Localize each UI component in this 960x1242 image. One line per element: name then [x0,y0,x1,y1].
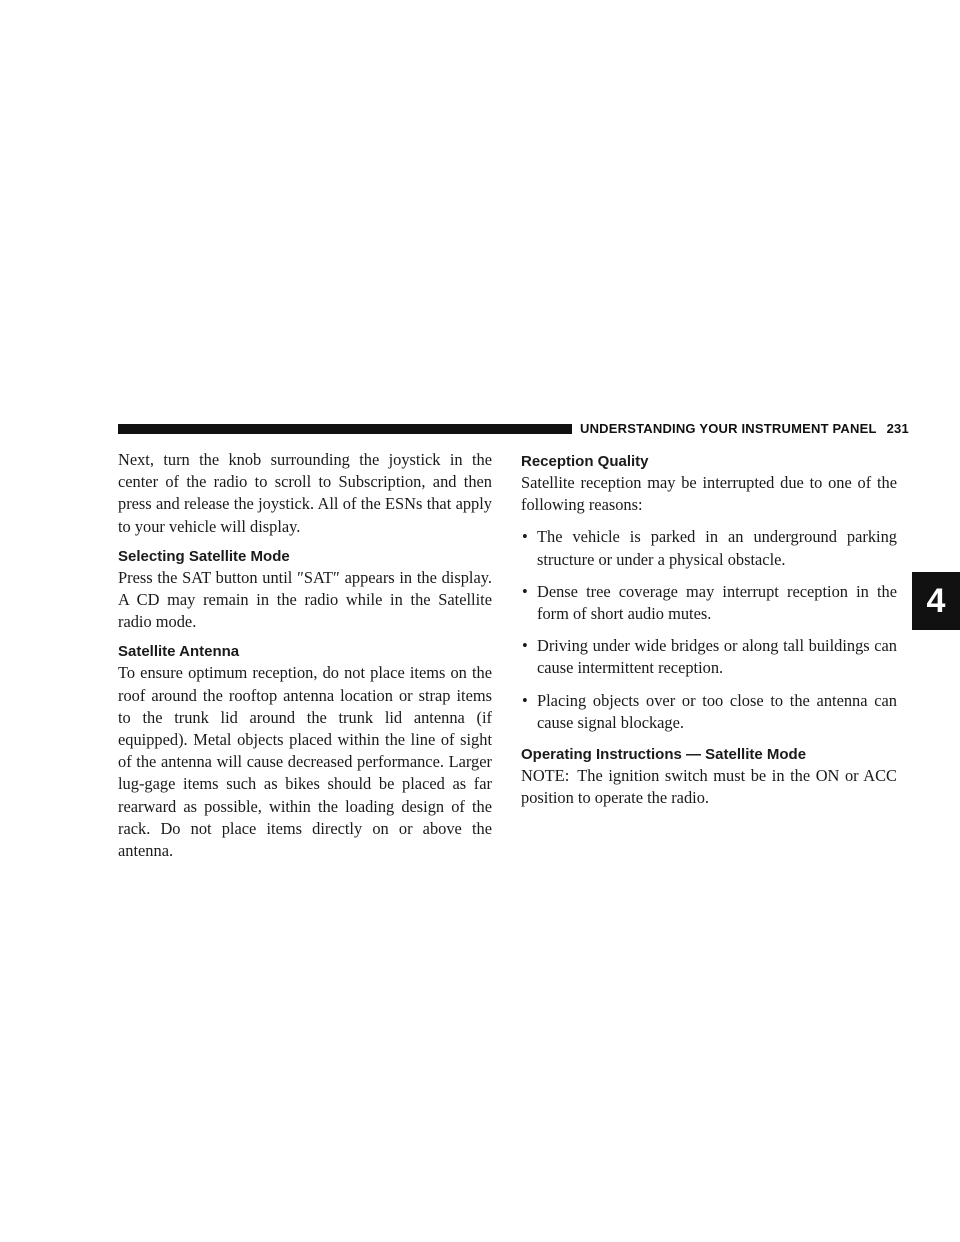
list-item [521,635,897,679]
section-title: UNDERSTANDING YOUR INSTRUMENT PANEL [580,421,877,436]
note-text: The ignition switch must be in the ON or ACC position to operate the radio. [521,766,897,808]
bullet-text: The vehicle is parked in an underground parking structure or under a physical obstacle. [537,527,897,569]
page-number: 231 [886,421,909,436]
heading-operating-instructions: Operating Instructions — Satellite Mode [521,746,807,764]
heading-satellite-antenna: Satellite Antenna [118,643,240,661]
running-header [580,421,909,436]
bullet-text: Driving under wide bridges or along tall buildings can cause intermittent reception. [537,636,897,678]
bullet-dot: • [522,527,528,547]
paragraph-satellite-antenna: To ensure optimum reception, do not place items on the roof around the rooftop antenna location or strap items to the trunk lid around the trunk lid antenna (if equipped). Metal objects placed within the line of sight of the antenna will cause decreased performance. Larger lug-gage items such as bikes should be placed as far rearward as possible, within the loading design of the rack. Do not place items directly on or above the antenna. [118,663,492,861]
left-column [118,449,492,862]
paragraph-reception-intro: Satellite reception may be interrupted due to one of the following reasons: [521,473,897,515]
intro-paragraph: Next, turn the knob surrounding the joystick in the center of the radio to scroll to Subscription, and then press and release the joystick. All of the ESNs that apply to your vehicle will display. [118,450,492,536]
right-column [521,449,897,809]
bullet-dot: • [522,581,528,601]
bullet-dot: • [522,636,528,656]
list-item [521,581,897,625]
note-paragraph [521,765,897,809]
bullet-text: Placing objects over or too close to the antenna can cause signal blockage. [537,690,897,732]
reception-bullet-list [521,526,897,734]
list-item [521,526,897,570]
chapter-tab: 4 [912,572,960,630]
list-item [521,690,897,734]
note-label: NOTE: [521,766,570,786]
heading-reception-quality: Reception Quality [521,453,649,470]
bullet-dot: • [522,690,528,710]
header-rule [118,424,572,434]
heading-selecting-satellite-mode: Selecting Satellite Mode [118,547,290,565]
paragraph-selecting-satellite-mode: Press the SAT button until ″SAT″ appears in the display. A CD may remain in the radio while in the Satellite radio mode. [118,567,492,632]
bullet-text: Dense tree coverage may interrupt reception in the form of short audio mutes. [537,581,897,624]
